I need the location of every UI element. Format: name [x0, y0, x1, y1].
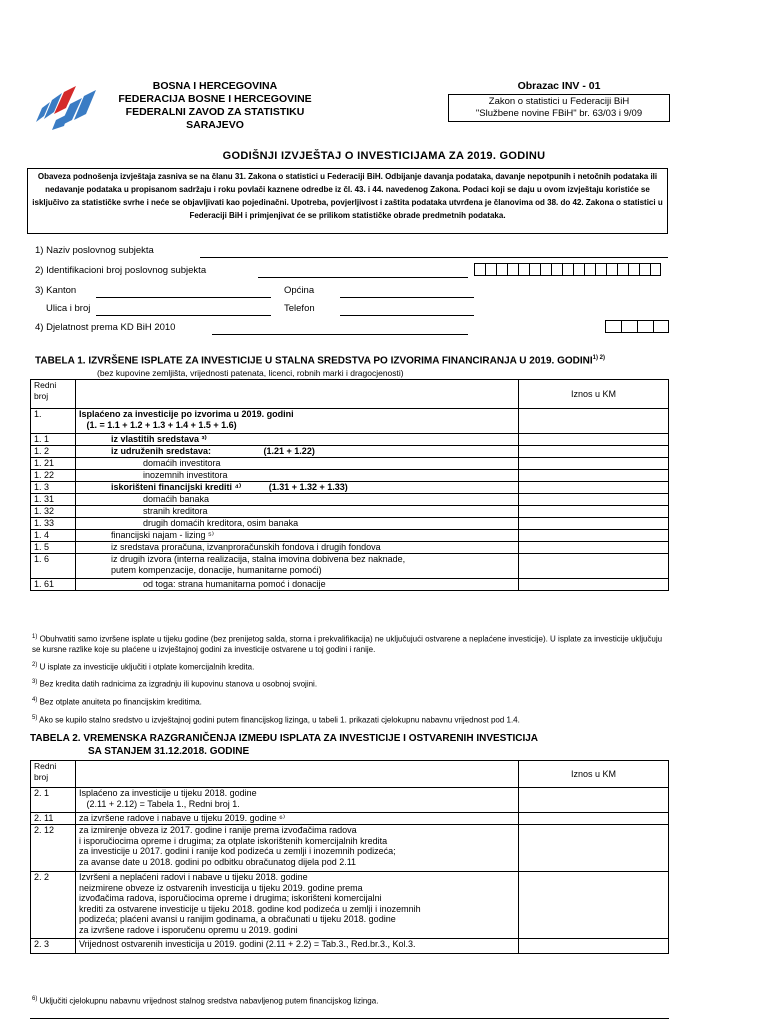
- field-label-activity: 4) Djelatnost prema KD BiH 2010: [35, 322, 176, 333]
- amount-cell[interactable]: [519, 470, 669, 482]
- amount-cell[interactable]: [519, 458, 669, 470]
- footnote: [32, 713, 672, 726]
- amount-cell[interactable]: [519, 506, 669, 518]
- table2-footnotes: [32, 994, 672, 1012]
- footnote: [32, 677, 672, 690]
- amount-cell[interactable]: [519, 872, 669, 939]
- table-header-row: [31, 761, 669, 788]
- amount-cell[interactable]: [519, 494, 669, 506]
- col-header-rb: Redni broj: [31, 761, 76, 788]
- row-number: 1. 32: [31, 506, 76, 518]
- amount-cell[interactable]: [519, 542, 669, 554]
- row-description: iskorišteni financijski krediti ⁴⁾ (1.31 + 1.32 + 1.33): [76, 482, 519, 494]
- row-description: Isplaćeno za investicije po izvorima u 2019. godini (1. = 1.1 + 1.2 + 1.3 + 1.4 + 1.5 + 1.6): [76, 409, 519, 434]
- table-row: [31, 554, 669, 579]
- table-row: [31, 482, 669, 494]
- row-number: 2. 1: [31, 788, 76, 813]
- name-input-line[interactable]: [200, 256, 668, 258]
- field-label-phone: Telefon: [284, 303, 315, 314]
- amount-cell[interactable]: [519, 530, 669, 542]
- header-line: FEDERALNI ZAVOD ZA STATISTIKU: [125, 106, 305, 118]
- amount-cell[interactable]: [519, 482, 669, 494]
- row-number: 1. 5: [31, 542, 76, 554]
- footnote-marker: 2): [32, 661, 38, 668]
- amount-cell[interactable]: [519, 579, 669, 591]
- table2: [30, 760, 669, 954]
- table-row: [31, 579, 669, 591]
- field-label-canton: 3) Kanton: [35, 285, 77, 296]
- header-line: SARAJEVO: [186, 119, 244, 131]
- table-row: [31, 506, 669, 518]
- table-row: [31, 813, 669, 825]
- row-description: za izmirenje obveza iz 2017. godine i ranije prema izvođačima radova i isporučiocima opreme i drugima; za otplate iskorištenih komercijalnih kredita za investicije u 2017. godini i ranije kod podizeća u zemlji i inozemnih podizeća; za avanse date u 2018. godini po odbitku obračunatog dijela pod 2.11: [76, 825, 519, 872]
- row-description: Izvršeni a neplaćeni radovi i nabave u tijeku 2018. godine neizmirene obveze iz ostvarenih investicija u tijeku 2019. godine prema izvođačima radova, isporučiocima opreme i drugima; iskorišteni komercijalni krediti za ostvarene investicije u tijeku 2018. godine kod podizeća u zemlji i inozemnih podizeća; plaćeni avansi u ranijim godinama, a obračunati u tijeku 2018. godine za izvršene radove i isporučenu opremu u 2019. godini: [76, 872, 519, 939]
- table-row: [31, 458, 669, 470]
- law-line: Zakon o statistici u Federaciji BiH: [488, 96, 630, 107]
- row-number: 2. 12: [31, 825, 76, 872]
- phone-input-line[interactable]: [340, 314, 474, 316]
- table-row: [31, 542, 669, 554]
- page-title: GODIŠNJI IZVJEŠTAJ O INVESTICIJAMA ZA 2019. GODINU: [222, 150, 546, 162]
- law-line: "Službene novine FBiH" br. 63/03 i 9/09: [475, 108, 643, 119]
- table1: [30, 379, 669, 591]
- row-description: financijski najam - lizing ⁵⁾: [76, 530, 519, 542]
- table1-title-sup: 1) 2): [592, 355, 605, 361]
- amount-cell[interactable]: [519, 554, 669, 579]
- header-line: BOSNA I HERCEGOVINA: [152, 80, 278, 92]
- footnote-marker: 6): [32, 996, 38, 1002]
- row-number: 1. 21: [31, 458, 76, 470]
- row-number: 1. 6: [31, 554, 76, 579]
- amount-cell[interactable]: [519, 788, 669, 813]
- table-header-row: [31, 380, 669, 409]
- row-number: 1. 31: [31, 494, 76, 506]
- footnote: [32, 994, 672, 1007]
- row-description: iz vlastitih sredstava ³⁾: [76, 434, 519, 446]
- table-row: [31, 518, 669, 530]
- amount-cell[interactable]: [519, 939, 669, 954]
- footnote-text: Bez kredita datih radnicima za izgradnju ili kupovinu stanova u osobnoj svojini.: [37, 679, 318, 689]
- id-input-line[interactable]: [258, 276, 468, 278]
- row-description: za izvršene radove i nabave u tijeku 2019. godine ⁶⁾: [76, 813, 519, 825]
- row-number: 1. 33: [31, 518, 76, 530]
- header-line: FEDERACIJA BOSNE I HERCEGOVINE: [118, 93, 312, 105]
- table-row: [31, 494, 669, 506]
- table2-title: [30, 732, 680, 758]
- table-row: [31, 825, 669, 872]
- footnote: [32, 695, 672, 708]
- row-number: 1. 2: [31, 446, 76, 458]
- municipality-input-line[interactable]: [340, 296, 474, 298]
- row-description: Isplaćeno za investicije u tijeku 2018. godine (2.11 + 2.12) = Tabela 1., Redni broj 1.: [76, 788, 519, 813]
- row-number: 1. 4: [31, 530, 76, 542]
- table-row: [31, 530, 669, 542]
- footnote-marker: 5): [32, 714, 38, 721]
- footnote-marker: 1): [32, 634, 38, 640]
- col-header-description: [76, 380, 519, 409]
- col-header-rb: Redni broj: [31, 380, 76, 409]
- row-description: od toga: strana humanitarna pomoć i donacije: [76, 579, 519, 591]
- table-row: [31, 434, 669, 446]
- row-number: 1.: [31, 409, 76, 434]
- row-description: drugih domaćih kreditora, osim banaka: [76, 518, 519, 530]
- table-row: [31, 872, 669, 939]
- table-row: [31, 939, 669, 954]
- amount-cell[interactable]: [519, 825, 669, 872]
- street-input-line[interactable]: [96, 314, 271, 316]
- activity-input-line[interactable]: [212, 333, 468, 335]
- table1-subtitle: (bez kupovine zemljišta, vrijednosti patenata, licenci, robnih marki i dragocjenosti): [97, 368, 404, 379]
- row-number: 1. 1: [31, 434, 76, 446]
- page-bottom-rule: [30, 1018, 669, 1019]
- field-label-municipality: Općina: [284, 285, 315, 296]
- row-description: iz udruženih sredstava: (1.21 + 1.22): [76, 446, 519, 458]
- amount-cell[interactable]: [519, 446, 669, 458]
- activity-code-boxes[interactable]: [605, 320, 669, 333]
- row-number: 1. 3: [31, 482, 76, 494]
- row-description: stranih kreditora: [76, 506, 519, 518]
- amount-cell[interactable]: [519, 518, 669, 530]
- field-label-id: 2) Identifikacioni broj poslovnog subjekta: [35, 265, 207, 276]
- table2-title-line: TABELA 2. VREMENSKA RAZGRANIČENJA IZMEĐU ISPLATA ZA INVESTICIJE I OSTVARENIH INVESTICIJA: [30, 733, 539, 744]
- id-number-boxes[interactable]: [474, 263, 661, 276]
- col-header-amount: Iznos u KM: [519, 380, 669, 409]
- form-code: Obrazac INV - 01: [517, 80, 601, 92]
- footnote-text: U isplate za investicije uključiti i otplate komercijalnih kredita.: [37, 662, 255, 672]
- row-description: domaćih investitora: [76, 458, 519, 470]
- footnote-text: Ako se kupilo stalno sredstvo u izvještajnoj godini putem financijskog lizinga, u tabeli 1. prikazati cjelokupnu nabavnu vrijednost pod 1.4.: [37, 715, 520, 725]
- institution-header: [100, 80, 330, 132]
- table-row: [31, 788, 669, 813]
- amount-cell[interactable]: [519, 434, 669, 446]
- table1-title: [35, 352, 685, 380]
- table-row: [31, 446, 669, 458]
- row-description: domaćih banaka: [76, 494, 519, 506]
- row-description: Vrijednost ostvarenih investicija u 2019. godini (2.11 + 2.2) = Tab.3., Red.br.3., Kol.3.: [76, 939, 519, 954]
- row-number: 1. 22: [31, 470, 76, 482]
- amount-cell[interactable]: [519, 813, 669, 825]
- table-row: [31, 409, 669, 434]
- row-description: inozemnih investitora: [76, 470, 519, 482]
- footnote-marker: 4): [32, 696, 38, 703]
- law-reference-box: [448, 94, 670, 122]
- fzs-logo: [36, 86, 98, 130]
- row-number: 2. 2: [31, 872, 76, 939]
- table1-footnotes: [32, 632, 672, 730]
- canton-input-line[interactable]: [96, 296, 271, 298]
- footnote: [32, 632, 672, 655]
- table2-title-line: SA STANJEM 31.12.2018. GODINE: [88, 746, 250, 757]
- footnote: [32, 660, 672, 673]
- field-label-street: Ulica i broj: [46, 303, 91, 314]
- footnote-marker: 3): [32, 679, 38, 686]
- table-row: [31, 470, 669, 482]
- footnote-text: Bez otplate anuiteta po financijskim kreditima.: [37, 697, 202, 707]
- legal-notice: Obaveza podnošenja izvještaja zasniva se na članu 31. Zakona o statistici u Federaciji BiH. Odbijanje davanja podataka, davanje nepotpunih i netočnih podataka ili nedavanje podataka u propisanom sadržaju i roku povlači kaznene odredbe iz čl. 43. i 44. navedenog Zakona. Podaci koji se daju u ovom izvještaju koristiće se isključivo za statističke svrhe i neće se objavljivati kao pojedinačni. Upotreba, povjerljivost i zaštita podataka utvrđena je članovima od 38. do 42. Zakona o statistici u Federaciji BiH i primjenjivat će se prilikom statističke obrade predmetnih podataka.: [27, 168, 668, 234]
- row-number: 1. 61: [31, 579, 76, 591]
- table1-title-text: TABELA 1. IZVRŠENE ISPLATE ZA INVESTICIJE U STALNA SREDSTVA PO IZVORIMA FINANCIRANJA U 2019. GODINI: [35, 355, 593, 367]
- row-number: 2. 11: [31, 813, 76, 825]
- col-header-amount: Iznos u KM: [519, 761, 669, 788]
- footnote-text: Uključiti cjelokupnu nabavnu vrijednost stalnog sredstva nabavljenog putem financijskog lizinga.: [37, 996, 379, 1006]
- row-description: iz sredstava proračuna, izvanproračunskih fondova i drugih fondova: [76, 542, 519, 554]
- row-number: 2. 3: [31, 939, 76, 954]
- row-description: iz drugih izvora (interna realizacija, stalna imovina dobivena bez naknade, putem kompenzacije, donacije, humanitarne pomoći): [76, 554, 519, 579]
- field-label-name: 1) Naziv poslovnog subjekta: [35, 245, 154, 256]
- col-header-description: [76, 761, 519, 788]
- footnote-text: Obuhvatiti samo izvršene isplate u tijeku godine (bez prenijetog salda, storna i prekvalifikacija) ne uključujući ostvarene a neplaćene investicije). U isplate za investicije uključuju se kursne razlike koje su plaćene u izvještajnoj godini za investicije ostvarene u toj godini i ranije.: [32, 634, 663, 654]
- amount-cell[interactable]: [519, 409, 669, 434]
